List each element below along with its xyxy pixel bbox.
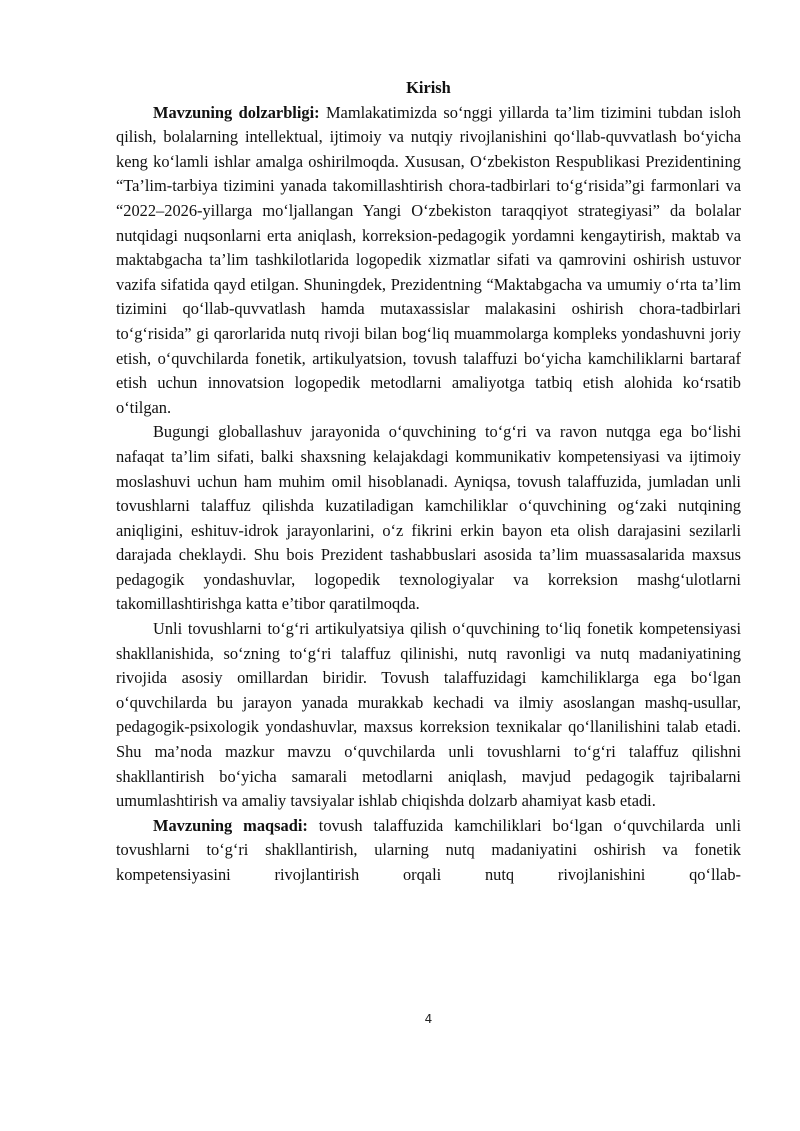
paragraph-lead-relevance: Mavzuning dolzarbligi: <box>153 102 320 122</box>
paragraph-goal <box>116 814 741 888</box>
section-title: Kirish <box>406 78 451 97</box>
paragraph-body-vowels: Unli tovushlarni to‘g‘ri artikulyatsiya qilish o‘quvchining to‘liq fonetik kompetensiyasi shakllanishida, so‘zning to‘g‘ri talaffuz qilinishi, nutq ravonligi va nutq madaniyatining rivojida asosiy omillardan biridir. Tovush talaffuzidagi kamchiliklarga ega bo‘lgan o‘quvchilarda bu jarayon yanada murakkab kechadi va ilmiy asoslangan mashq-usullar, pedagogik-psixologik yondashuvlar, maxsus korreksion texnikalar qo‘llanilishini talab etadi. Shu ma’noda mazkur mavzu o‘quvchilarda unli tovushlarni to‘g‘ri talaffuz qilishni shakllantirish bo‘yicha samarali metodlarni aniqlash, mavjud pedagogik tajribalarni umumlashtirish va amaliy tavsiyalar ishlab chiqishda dolzarb ahamiyat kasb etadi. <box>116 619 741 811</box>
page-number: 4 <box>424 1012 433 1026</box>
paragraph-body-relevance: Mamlakatimizda so‘nggi yillarda ta’lim tizimini tubdan isloh qilish, bolalarning intellektual, ijtimoiy va nutqiy rivojlanishini qo‘llab-quvvatlash bo‘yicha keng ko‘lamli ishlar amalga oshirilmoqda. Xususan, O‘zbekiston Respublikasi Prezidentining “Ta’lim-tarbiya tizimini yanada takomillashtirish chora-tadbirlari to‘g‘risida”gi farmonlari va “2022–2026-yillarga mo‘ljallangan Yangi O‘zbekiston taraqqiyot strategiyasi” da bolalar nutqidagi nuqsonlarni erta aniqlash, korreksion-pedagogik yordamni kengaytirish, maktab va maktabgacha ta’lim tashkilotlarida logopedik xizmatlar sifati va qamrovini oshirish ustuvor vazifa sifatida qayd etilgan. Shuningdek, Prezidentning “Maktabgacha va umumiy o‘rta ta’lim tizimini qo‘llab-quvvatlash hamda mutaxassislar malakasini oshirish chora-tadbirlari to‘g‘risida” gi qarorlarida nutq rivoji bilan bog‘liq muammolarga kompleks yondashuvni joriy etish, o‘quvchilarda fonetik, artikulyatsion, tovush talaffuzi bo‘yicha kamchiliklarni bartaraf etish uchun innovatsion logopedik metodlarni amaliyotga tatbiq etish alohida ko‘rsatib o‘tilgan. <box>116 102 741 417</box>
paragraph-relevance <box>116 101 741 421</box>
paragraph-vowels <box>116 617 741 814</box>
paragraph-body-goal: tovush talaffuzida kamchiliklari bo‘lgan o‘quvchilarda unli tovushlarni to‘g‘ri shakllantirish, ularning nutq madaniyatini oshirish va fonetik kompetensiyasini rivojlantirish orqali nutq rivojlanishini qo‘llab- <box>116 815 742 884</box>
paragraph-lead-goal: Mavzuning maqsadi: <box>153 815 308 835</box>
paragraph-globalization <box>116 420 741 617</box>
document-page <box>116 76 741 888</box>
paragraph-body-globalization: Bugungi globallashuv jarayonida o‘quvchining to‘g‘ri va ravon nutqga ega bo‘lishi nafaqat ta’lim sifati, balki shaxsning kelajakdagi kommunikativ kompetensiyasi va ijtimoiy moslashuvi uchun ham muhim omil hisoblanadi. Ayniqsa, tovush talaffuzida, jumladan unli tovushlarni talaffuz qilishda kuzatiladigan kamchiliklar o‘quvchining og‘zaki nutqining aniqligini, eshituv-idrok jarayonlarini, o‘z fikrini erkin bayon eta olish darajasini sezilarli darajada cheklaydi. Shu bois Prezident tashabbuslari asosida ta’lim muassasalarida maxsus pedagogik yondashuvlar, logopedik texnologiyalar va korreksion mashg‘ulotlarni takomillashtirishga katta e’tibor qaratilmoqda. <box>116 422 741 614</box>
